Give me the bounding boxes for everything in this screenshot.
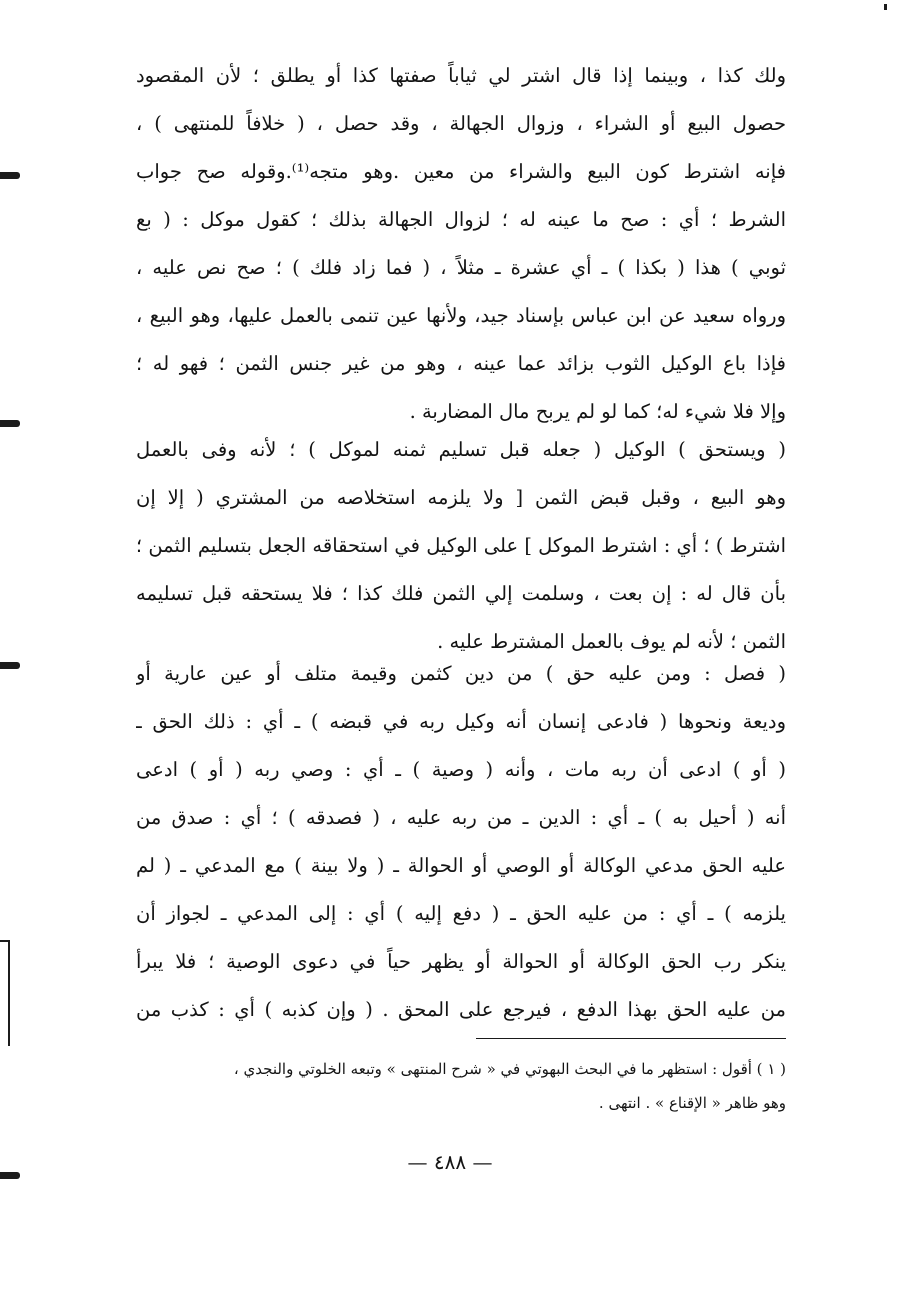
- text-line: حصول البيع أو الشراء ، وزوال الجهالة ، وقد حصل ، ( خلافاً للمنتهى ) ،: [136, 112, 786, 135]
- text-line: الشرط ؛ أي : صح ما عينه له ؛ لزوال الجهالة بذلك ؛ كقول موكل : ( بع: [136, 208, 786, 231]
- text-line: بأن قال له : إن بعت ، وسلمت إلي الثمن فلك كذا ؛ فلا يستحقه قبل تسليمه: [136, 582, 786, 605]
- text-line: اشترط ) ؛ أي : اشترط الموكل ] على الوكيل في استحقاقه الجعل بتسليم الثمن ؛: [136, 534, 786, 557]
- footnote-line: وهو ظاهر « الإقناع » . انتهى .: [598, 1094, 786, 1112]
- text-line: أنه ( أحيل به ) ـ أي : الدين ـ من ربه عليه ، ( فصدقه ) ؛ أي : صدق من: [136, 806, 786, 829]
- margin-mark: [0, 172, 20, 179]
- main-text-paragraph-2: [136, 426, 786, 666]
- text-line: الثمن ؛ لأنه لم يوف بالعمل المشترط عليه .: [437, 630, 786, 653]
- corner-ink-dot: [884, 4, 887, 10]
- text-line: وديعة ونحوها ( فادعى إنسان أنه وكيل ربه في قبضه ) ـ أي : ذلك الحق ـ: [136, 710, 786, 733]
- main-text-paragraph-1: [136, 52, 786, 436]
- text-line: عليه الحق مدعي الوكالة أو الوصي أو الحوالة ـ ( ولا بينة ) مع المدعي ـ ( لم: [136, 854, 786, 877]
- text-line: ( ويستحق ) الوكيل ( جعله قبل تسليم ثمنه لموكل ) ؛ لأنه وفى بالعمل: [136, 438, 786, 461]
- footnote-line: ( ١ ) أقول : استظهر ما في البحث البهوتي في « شرح المنتهى » وتبعه الخلوتي والنجدي ،: [233, 1060, 786, 1078]
- text-line: ينكر رب الحق الوكالة أو الحوالة أو يظهر حياً في دعوى الوصية ؛ فلا يبرأ: [136, 950, 786, 973]
- text-line: وإلا فلا شيء له؛ كما لو لم يربح مال المضاربة .: [409, 400, 786, 423]
- text-line: ( أو ) ادعى أن ربه مات ، وأنه ( وصية ) ـ أي : وصي ربه ( أو ) ادعى: [136, 758, 786, 781]
- footnotes: [136, 1052, 786, 1120]
- text-line: ثوبي ) هذا ( بكذا ) ـ أي عشرة ـ مثلاً ، ( فما زاد فلك ) ؛ صح نص عليه ،: [136, 256, 786, 279]
- text-line: ولك كذا ، وبينما إذا قال اشتر لي ثياباً صفتها كذا أو يطلق ؛ لأن المقصود: [136, 64, 786, 87]
- text-line: يلزمه ) ـ أي : من عليه الحق ـ ( دفع إليه ) أي : إلى المدعي ـ لجواز أن: [136, 902, 786, 925]
- text-line: ورواه سعيد عن ابن عباس بإسناد جيد، ولأنها عين تنمى بالعمل عليها، وهو البيع ،: [136, 304, 786, 327]
- margin-mark: [0, 420, 20, 427]
- page-number: — ٤٨٨ —: [407, 1150, 493, 1174]
- text-line: ( فصل : ومن عليه حق ) من دين كثمن وقيمة متلف أو عين عارية أو: [136, 662, 786, 685]
- margin-bracket: [0, 940, 10, 1046]
- text-line: من عليه الحق بهذا الدفع ، فيرجع على المحق . ( وإن كذبه ) أي : كذب من: [136, 998, 786, 1021]
- margin-mark: [0, 662, 20, 669]
- text-line: وهو البيع ، وقبل قبض الثمن [ ولا يلزمه استخلاصه من المشتري ( إلا إن: [136, 486, 786, 509]
- main-text-paragraph-3: [136, 650, 786, 1034]
- text-line: فإذا باع الوكيل الثوب بزائد عما عينه ، وهو من غير جنس الثمن ؛ فهو له ؛: [136, 352, 786, 375]
- footnote-separator: [476, 1038, 786, 1039]
- text-line: فإنه اشترط كون البيع والشراء من معين .وهو متجه⁽¹⁾.وقوله صح جواب: [136, 160, 786, 183]
